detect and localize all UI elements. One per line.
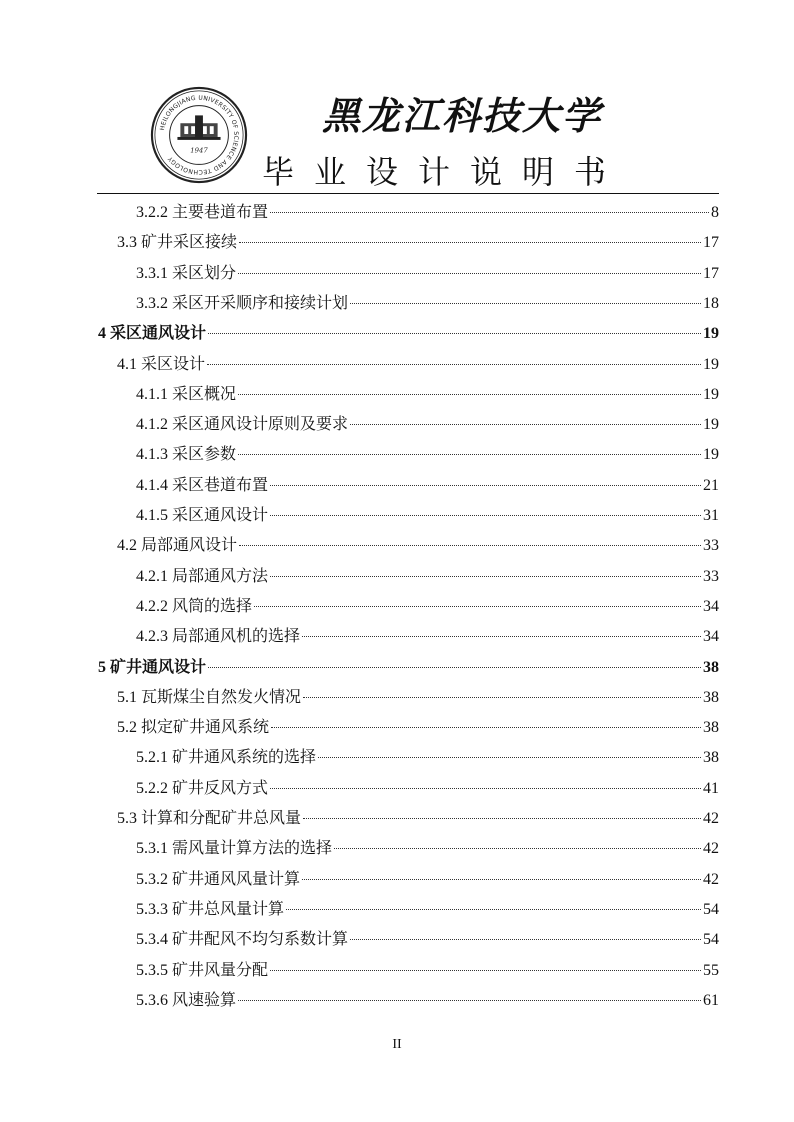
toc-entry-page: 42 <box>703 840 719 858</box>
toc-leader-dots <box>238 273 701 274</box>
toc-leader-dots <box>254 606 701 607</box>
toc-entry[interactable] <box>0 834 794 864</box>
toc-entry-page: 33 <box>703 537 719 555</box>
toc-entry-page: 55 <box>703 961 719 979</box>
toc-entry[interactable] <box>0 410 794 440</box>
toc-entry[interactable] <box>0 380 794 410</box>
toc-entry[interactable] <box>0 198 794 228</box>
toc-entry-title: 3.2.2 主要巷道布置 <box>136 204 269 221</box>
document-title: 毕业设计说明书 <box>262 153 627 191</box>
toc-leader-dots <box>286 909 701 910</box>
toc-entry-title: 4.2.1 局部通风方法 <box>136 567 269 585</box>
svg-text:HEILONGJIANG UNIVERSITY OF SCI: HEILONGJIANG UNIVERSITY OF SCIENCE AND TECHNOLOGY <box>159 94 240 176</box>
toc-entry-page: 38 <box>703 749 719 767</box>
university-seal-icon <box>150 86 248 184</box>
toc-entry-page: 19 <box>703 385 719 403</box>
toc-entry-page: 41 <box>703 779 719 797</box>
toc-entry[interactable] <box>0 804 794 834</box>
toc-entry-title: 4.1.4 采区巷道布置 <box>136 476 269 494</box>
toc-entry-title: 4.1.1 采区概况 <box>136 385 237 403</box>
toc-entry[interactable] <box>0 986 794 1016</box>
toc-leader-dots <box>238 394 701 395</box>
header-divider <box>97 193 719 194</box>
toc-entry[interactable] <box>0 319 794 349</box>
toc-entry[interactable] <box>0 683 794 713</box>
toc-entry[interactable] <box>0 259 794 289</box>
toc-entry-title: 4.1 采区设计 <box>117 355 206 373</box>
toc-entry-title: 5.2 拟定矿井通风系统 <box>117 719 270 737</box>
toc-leader-dots <box>238 454 701 455</box>
toc-entry[interactable] <box>0 471 794 501</box>
toc-leader-dots <box>350 939 701 940</box>
toc-leader-dots <box>270 515 701 516</box>
toc-entry[interactable] <box>0 895 794 925</box>
toc-entry[interactable] <box>0 440 794 470</box>
toc-entry[interactable] <box>0 592 794 622</box>
toc-entry-page: 38 <box>703 688 719 706</box>
toc-entry-page: 54 <box>703 931 719 949</box>
toc-entry[interactable] <box>0 562 794 592</box>
toc-entry-page: 34 <box>703 597 719 615</box>
toc-entry-page: 38 <box>703 719 719 737</box>
toc-entry-title: 4.1.5 采区通风设计 <box>136 507 269 524</box>
toc-entry[interactable] <box>0 653 794 683</box>
toc-entry-page: 31 <box>703 507 719 524</box>
toc-entry-title: 3.3.2 采区开采顺序和接续计划 <box>136 294 349 312</box>
toc-entry-page: 17 <box>703 234 719 252</box>
toc-leader-dots <box>303 818 701 819</box>
toc-leader-dots <box>350 303 701 304</box>
toc-entry-title: 4 采区通风设计 <box>98 325 207 343</box>
toc-entry[interactable] <box>0 774 794 804</box>
toc-leader-dots <box>303 697 701 698</box>
toc-entry-title: 5.2.1 矿井通风系统的选择 <box>136 749 317 767</box>
toc-entry-page: 8 <box>711 204 719 221</box>
toc-entry-page: 18 <box>703 294 719 312</box>
toc-entry-title: 5.3.5 矿井风量分配 <box>136 961 269 979</box>
toc-entry-title: 5.1 瓦斯煤尘自然发火情况 <box>117 688 302 706</box>
toc-leader-dots <box>207 364 701 365</box>
toc-entry-page: 42 <box>703 870 719 888</box>
toc-entry-page: 61 <box>703 991 719 1009</box>
toc-entry-title: 4.1.2 采区通风设计原则及要求 <box>136 416 349 434</box>
toc-entry[interactable] <box>0 228 794 258</box>
toc-leader-dots <box>208 667 701 668</box>
toc-entry[interactable] <box>0 925 794 955</box>
toc-leader-dots <box>238 1000 701 1001</box>
toc-entry-page: 21 <box>703 476 719 494</box>
toc-entry-title: 4.1.3 采区参数 <box>136 446 237 464</box>
toc-entry-title: 5.3 计算和分配矿井总风量 <box>117 810 302 827</box>
toc-leader-dots <box>239 545 701 546</box>
university-name: 黑龙江科技大学 <box>322 93 603 138</box>
toc-entry[interactable] <box>0 501 794 531</box>
toc-entry-page: 42 <box>703 810 719 827</box>
toc-leader-dots <box>208 333 701 334</box>
toc-entry[interactable] <box>0 956 794 986</box>
toc-entry-title: 4.2.2 风筒的选择 <box>136 597 253 615</box>
toc-leader-dots <box>270 788 701 789</box>
toc-entry[interactable] <box>0 865 794 895</box>
toc-leader-dots <box>302 879 701 880</box>
toc-entry-page: 38 <box>703 658 719 676</box>
toc-entry-page: 54 <box>703 900 719 918</box>
toc-leader-dots <box>270 970 701 971</box>
toc-entry-title: 4.2.3 局部通风机的选择 <box>136 628 301 646</box>
toc-entry-title: 5.3.6 风速验算 <box>136 991 237 1009</box>
toc-entry-title: 5.3.3 矿井总风量计算 <box>136 900 285 918</box>
toc-leader-dots <box>302 636 701 637</box>
toc-entry-page: 17 <box>703 264 719 282</box>
toc-leader-dots <box>271 727 701 728</box>
toc-entry-page: 19 <box>703 325 719 343</box>
toc-entry[interactable] <box>0 713 794 743</box>
toc-entry-title: 5.3.1 需风量计算方法的选择 <box>136 840 333 858</box>
toc-entry-title: 5 矿井通风设计 <box>98 658 207 676</box>
page-number: II <box>392 1037 402 1052</box>
toc-entry[interactable] <box>0 622 794 652</box>
toc-leader-dots <box>270 485 701 486</box>
toc-entry-title: 4.2 局部通风设计 <box>117 537 238 555</box>
toc-entry[interactable] <box>0 531 794 561</box>
toc-leader-dots <box>270 212 709 213</box>
toc-entry-title: 5.3.2 矿井通风风量计算 <box>136 870 301 888</box>
toc-entry-page: 33 <box>703 567 719 585</box>
toc-entry-title: 5.2.2 矿井反风方式 <box>136 779 269 797</box>
toc-entry[interactable] <box>0 289 794 319</box>
toc-entry-page: 19 <box>703 355 719 373</box>
toc-leader-dots <box>239 242 701 243</box>
toc-leader-dots <box>350 424 701 425</box>
svg-text:1947: 1947 <box>190 146 208 155</box>
toc-entry-page: 19 <box>703 446 719 464</box>
page-header <box>0 0 794 196</box>
toc-entry-title: 5.3.4 矿井配风不均匀系数计算 <box>136 931 349 949</box>
toc-leader-dots <box>334 848 701 849</box>
toc-leader-dots <box>270 576 701 577</box>
toc-entry[interactable] <box>0 743 794 773</box>
toc-entry-title: 3.3 矿井采区接续 <box>117 234 238 252</box>
toc-entry-page: 34 <box>703 628 719 646</box>
toc-entry-page: 19 <box>703 416 719 434</box>
toc-entry-title: 3.3.1 采区划分 <box>136 264 237 282</box>
toc-leader-dots <box>318 757 701 758</box>
toc-entry[interactable] <box>0 350 794 380</box>
